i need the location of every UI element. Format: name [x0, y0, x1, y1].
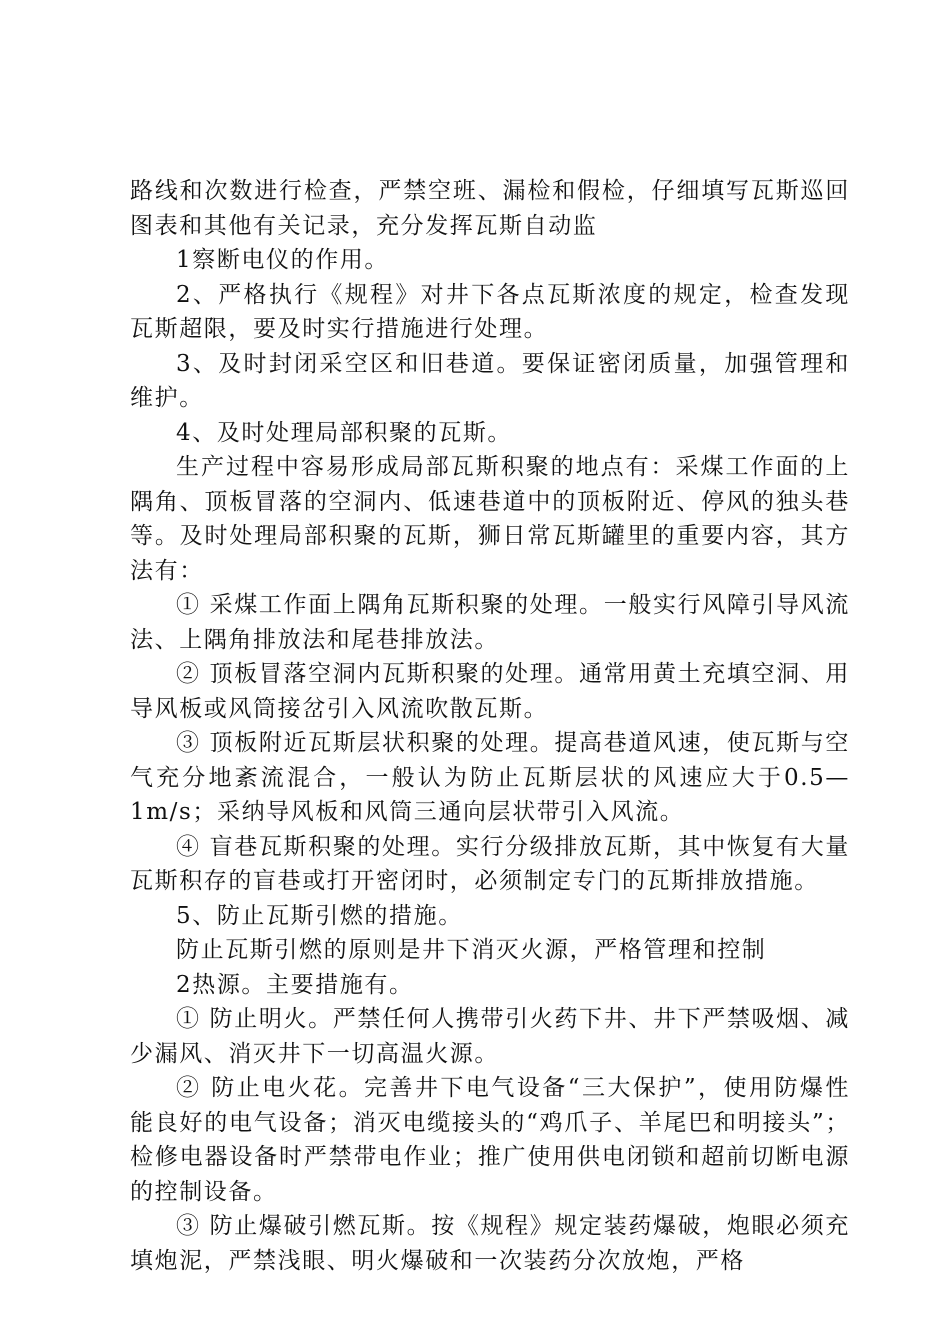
paragraph-3: 2、严格执行《规程》对井下各点瓦斯浓度的规定，检查发现瓦斯超限，要及时实行措施进行处理。 [130, 281, 850, 342]
paragraph-9: ③ 顶板附近瓦斯层状积聚的处理。提高巷道风速，使瓦斯与空气充分地紊流混合，一般认为防止瓦斯层状的风速应大于0.5—1m/s；采纳导风板和风筒三通向层状带引入风流。 [130, 730, 850, 825]
paragraph-4: 3、及时封闭采空区和旧巷道。要保证密闭质量，加强管理和维护。 [130, 350, 850, 411]
paragraph-1: 路线和次数进行检查，严禁空班、漏检和假检，仔细填写瓦斯巡回图表和其他有关记录，充分发挥瓦斯自动监 [130, 178, 850, 239]
document-body [130, 174, 850, 1278]
paragraph-13: 2热源。主要措施有。 [176, 971, 414, 998]
paragraph-6: 生产过程中容易形成局部瓦斯积聚的地点有：采煤工作面的上隅角、顶板冒落的空洞内、低速巷道中的顶板附近、停风的独头巷等。及时处理局部积聚的瓦斯，狮日常瓦斯罐里的重要内容，其方法有： [130, 454, 850, 584]
paragraph-8: ② 顶板冒落空洞内瓦斯积聚的处理。通常用黄土充填空洞、用导风板或风筒接岔引入风流吹散瓦斯。 [130, 661, 850, 722]
paragraph-14: ① 防止明火。严禁任何人携带引火药下井、井下严禁吸烟、减少漏风、消灭井下一切高温火源。 [130, 1006, 850, 1067]
paragraph-12: 防止瓦斯引燃的原则是井下消灭火源，严格管理和控制 [176, 937, 767, 963]
paragraph-10: ④ 盲巷瓦斯积聚的处理。实行分级排放瓦斯，其中恢复有大量瓦斯积存的盲巷或打开密闭时，必须制定专门的瓦斯排放措施。 [130, 833, 850, 894]
paragraph-7: ① 采煤工作面上隅角瓦斯积聚的处理。一般实行风障引导风流法、上隅角排放法和尾巷排放法。 [130, 592, 850, 653]
paragraph-5: 4、及时处理局部积聚的瓦斯。 [176, 419, 513, 446]
paragraph-16: ③ 防止爆破引燃瓦斯。按《规程》规定装药爆破，炮眼必须充填炮泥，严禁浅眼、明火爆破和一次装药分次放炮，严格 [130, 1213, 850, 1274]
paragraph-2: 1察断电仪的作用。 [176, 247, 390, 273]
paragraph-15: ② 防止电火花。完善井下电气设备“三大保护”，使用防爆性能良好的电气设备；消灭电缆接头的“鸡爪子、羊尾巴和明接头”；检修电器设备时严禁带电作业；推广使用供电闭锁和超前切断电源的控制设备。 [130, 1075, 850, 1205]
paragraph-11: 5、防止瓦斯引燃的措施。 [176, 902, 463, 929]
